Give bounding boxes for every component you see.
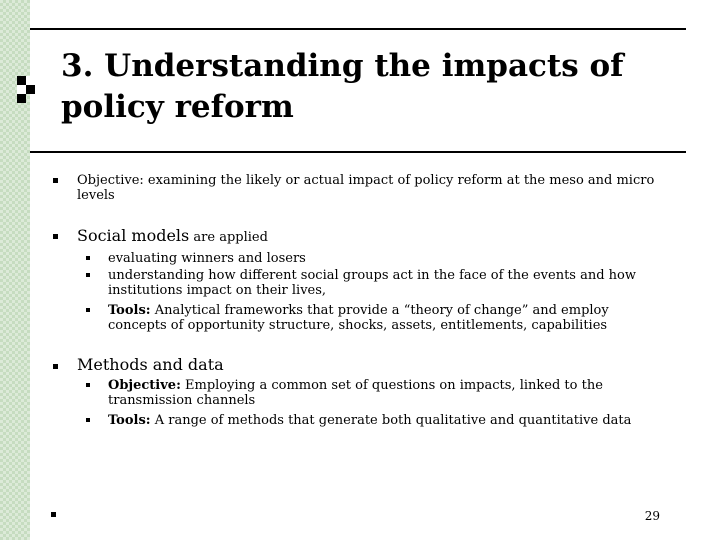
methods-tools-label: Tools: (108, 413, 151, 428)
sub-bullet-marker (86, 273, 90, 277)
footer-bullet-marker (51, 512, 56, 517)
objective-text: Objective: examining the likely or actual impact of policy reform at the meso and micro levels (77, 173, 655, 203)
social-item-social-groups: understanding how different social groups act in the face of the events and how institutions impact on their lives, (108, 268, 637, 298)
social-models-rest: are applied (189, 230, 268, 245)
page-number: 29 (644, 509, 660, 523)
bullet-marker-social-models (53, 234, 58, 239)
title-underline-rule (30, 151, 686, 153)
methods-tools-text: A range of methods that generate both qualitative and quantitative data (150, 413, 632, 428)
methods-objective-label: Objective: (108, 378, 181, 393)
social-item-tools (108, 303, 668, 333)
top-rule (30, 28, 686, 30)
sub-bullet-marker (86, 383, 90, 387)
bullet-marker-methods (53, 364, 58, 369)
tools-label: Tools: (108, 303, 151, 318)
methods-objective-text: Employing a common set of questions on impacts, linked to the transmission channels (108, 378, 603, 408)
methods-item-tools (108, 413, 668, 428)
sub-bullet-marker (86, 308, 90, 312)
bullet-marker-objective (53, 178, 58, 183)
slide-title: 3. Understanding the impacts of policy reform (61, 48, 624, 125)
social-item-winners-losers: evaluating winners and losers (108, 251, 306, 266)
methods-item-objective (108, 378, 618, 408)
sub-bullet-marker (86, 418, 90, 422)
methods-label: Methods and data (77, 355, 224, 374)
social-models-heading (77, 228, 667, 245)
title-square-ornament (17, 76, 45, 104)
sub-bullet-marker (86, 256, 90, 260)
methods-heading (77, 357, 667, 374)
social-models-label: Social models (77, 226, 190, 245)
tools-text: Analytical frameworks that provide a “theory of change” and employ concepts of opportunity structure, shocks, assets, entitlements, capabilities (108, 303, 609, 333)
